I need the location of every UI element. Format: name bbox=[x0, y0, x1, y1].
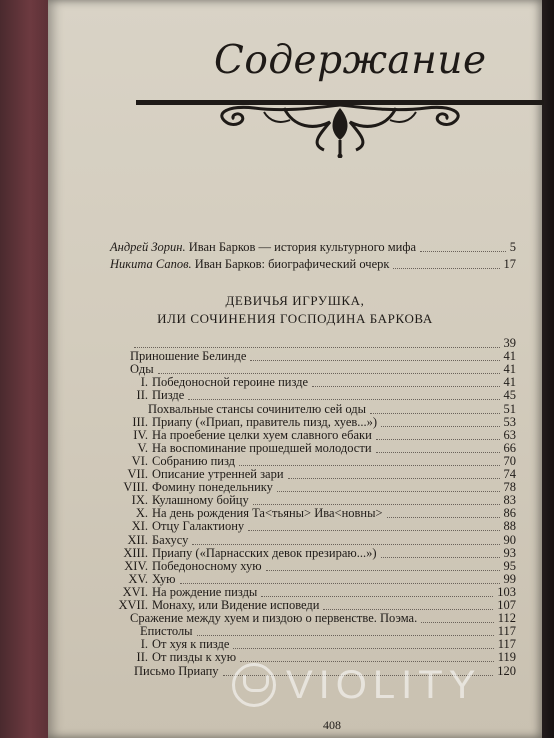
toc-entry-page: 107 bbox=[497, 598, 516, 612]
leader-dots bbox=[323, 608, 493, 610]
toc-entry-number: XII. bbox=[127, 532, 148, 547]
leader-dots bbox=[192, 543, 499, 545]
leader-dots bbox=[266, 569, 500, 571]
toc-entry-title: Победоносному хую bbox=[152, 558, 262, 573]
leader-dots bbox=[381, 425, 499, 427]
toc-entry-number: II. bbox=[136, 388, 148, 403]
toc-entry-number: XIV. bbox=[124, 558, 148, 573]
toc-entry-title: От пизды к хую bbox=[152, 650, 237, 665]
toc-entry-page: 53 bbox=[503, 414, 516, 429]
intro-author: Никита Сапов. bbox=[110, 257, 192, 271]
ornament-divider bbox=[134, 78, 546, 158]
toc-entry-number: X. bbox=[135, 506, 148, 521]
violity-logo-icon bbox=[232, 663, 276, 707]
toc-entry-number: XV. bbox=[128, 571, 148, 586]
leader-dots bbox=[376, 438, 500, 440]
toc-entry-page: 95 bbox=[503, 558, 516, 573]
toc-entry-title: Оды bbox=[130, 362, 154, 377]
leader-dots bbox=[261, 595, 493, 597]
toc-entry-title: Отцу Галактиону bbox=[152, 519, 245, 534]
leader-dots bbox=[253, 503, 500, 505]
leader-dots bbox=[312, 385, 499, 387]
toc-entry-page: 41 bbox=[503, 375, 516, 390]
leader-dots bbox=[158, 372, 500, 374]
section-title-line1: ДЕВИЧЬЯ ИГРУШКА, bbox=[225, 293, 365, 308]
toc-entry-title: Приапу («Приап, правитель пизд, хуев...») bbox=[152, 414, 378, 429]
intro-page: 17 bbox=[503, 257, 516, 271]
toc-entry-title: Победоносной героине пизде bbox=[152, 375, 309, 390]
toc-entry-title: На воспоминание прошедшей молодости bbox=[152, 440, 372, 455]
toc-entry-title: На проебение целки хуем славного ебаки bbox=[152, 427, 372, 442]
toc-entry-title: Приношение Белинде bbox=[130, 349, 247, 364]
toc-entry-page: 39 bbox=[503, 336, 516, 350]
intro-author: Андрей Зорин. bbox=[110, 240, 186, 254]
toc-entry-title: Собранию пизд bbox=[152, 453, 236, 468]
toc-entry-number: VI. bbox=[131, 453, 148, 468]
toc-entry-page: 120 bbox=[497, 663, 516, 678]
page-number: 408 bbox=[323, 718, 341, 732]
intro-title: Иван Барков: биографический очерк bbox=[191, 257, 390, 271]
toc-entry-title: От хуя к пизде bbox=[152, 637, 230, 652]
toc-entry-page: 99 bbox=[503, 571, 516, 586]
toc-entry-page: 63 bbox=[503, 427, 516, 442]
toc-entry-page: 66 bbox=[503, 440, 516, 455]
toc-entry-title: Пизде bbox=[152, 388, 185, 403]
toc-entry-page: 93 bbox=[503, 545, 516, 560]
watermark bbox=[232, 655, 522, 715]
toc-entry-page: 112 bbox=[497, 611, 516, 626]
toc-entry-page: 83 bbox=[503, 493, 516, 508]
leader-dots bbox=[288, 477, 500, 479]
leader-dots bbox=[239, 464, 499, 466]
toc-entry-page: 41 bbox=[503, 362, 516, 377]
toc-entry-page: 41 bbox=[503, 349, 516, 364]
toc-entry-title: Хую bbox=[152, 571, 176, 586]
leader-dots bbox=[381, 556, 500, 558]
toc-entry-page: 88 bbox=[503, 519, 516, 534]
toc-entry-page: 74 bbox=[503, 467, 516, 481]
toc-entry-title: Приапу («Парнасских девок презираю...») bbox=[152, 545, 377, 560]
toc-entry-title: Бахусу bbox=[152, 532, 189, 547]
toc-entry-page: 78 bbox=[503, 480, 516, 495]
leader-dots bbox=[421, 621, 493, 623]
toc-entry-page: 117 bbox=[497, 624, 516, 639]
leader-dots bbox=[248, 529, 499, 531]
toc-entry-title: Письмо Приапу bbox=[134, 663, 219, 678]
background-left bbox=[0, 0, 50, 738]
toc-entry-title: Похвальные стансы сочинителю сей оды bbox=[148, 401, 367, 416]
leader-dots bbox=[188, 398, 499, 400]
leader-dots bbox=[233, 647, 493, 649]
leader-dots bbox=[180, 582, 500, 584]
leader-dots bbox=[197, 634, 494, 636]
page-title: Содержание bbox=[214, 38, 487, 83]
intro-page: 5 bbox=[509, 240, 516, 254]
toc-entry-page: 119 bbox=[497, 650, 516, 665]
toc-entry-page: 86 bbox=[503, 506, 516, 521]
toc-entry-title: Описание утренней зари bbox=[152, 467, 284, 481]
toc-entry-number: III. bbox=[132, 414, 148, 429]
watermark-text: VIOLITY bbox=[286, 662, 482, 707]
section-title-line2: ИЛИ СОЧИНЕНИЯ ГОСПОДИНА БАРКОВА bbox=[157, 311, 433, 326]
toc-entry-title: Епистолы bbox=[140, 624, 193, 639]
leader-dots bbox=[387, 516, 500, 518]
toc-entry-title: На день рождения Та<тьяны> Ива<новны> bbox=[152, 506, 383, 521]
toc-entry-number: XIII. bbox=[123, 545, 148, 560]
leader-dots bbox=[277, 490, 500, 492]
toc-entry-page: 51 bbox=[503, 401, 516, 416]
toc-entry-title: На рождение пизды bbox=[152, 584, 258, 599]
leader-dots bbox=[376, 451, 500, 453]
leader-dots bbox=[370, 412, 499, 414]
leader-dots bbox=[420, 250, 506, 252]
toc-entry-number: VIII. bbox=[123, 480, 148, 495]
toc-entry-number: I. bbox=[140, 375, 148, 390]
toc-entry-number: VII. bbox=[127, 467, 148, 481]
toc-entry-number: IX. bbox=[131, 493, 148, 508]
toc-entry-title: Монаху, или Видение исповеди bbox=[152, 598, 320, 612]
toc-entry-number: V. bbox=[137, 440, 148, 455]
toc-entry-page: 45 bbox=[503, 388, 516, 403]
toc-entry-title: Кулашному бойцу bbox=[152, 493, 249, 508]
toc-entry-page: 70 bbox=[503, 453, 516, 468]
toc-entry-title: Фомину понедельнику bbox=[152, 480, 273, 495]
leader-dots bbox=[134, 346, 500, 348]
toc-entry-page: 103 bbox=[497, 584, 516, 599]
toc-entry-title: Сражение между хуем и пиздою о первенстве. Поэма. bbox=[130, 611, 418, 626]
book-page bbox=[48, 0, 542, 738]
intro-title: Иван Барков — история культурного мифа bbox=[185, 240, 417, 254]
toc-entry-page: 90 bbox=[503, 532, 516, 547]
toc-entry-number: IV. bbox=[133, 427, 148, 442]
toc-entry-number: XVI. bbox=[122, 584, 148, 599]
leader-dots bbox=[393, 267, 499, 269]
toc-entry-number: XI. bbox=[131, 519, 148, 534]
leader-dots bbox=[250, 359, 499, 361]
toc-entry-number: II. bbox=[136, 650, 148, 665]
toc-entry-page: 117 bbox=[497, 637, 516, 652]
toc-entry-number: XVII. bbox=[118, 598, 148, 612]
toc-entry-number: I. bbox=[140, 637, 148, 652]
